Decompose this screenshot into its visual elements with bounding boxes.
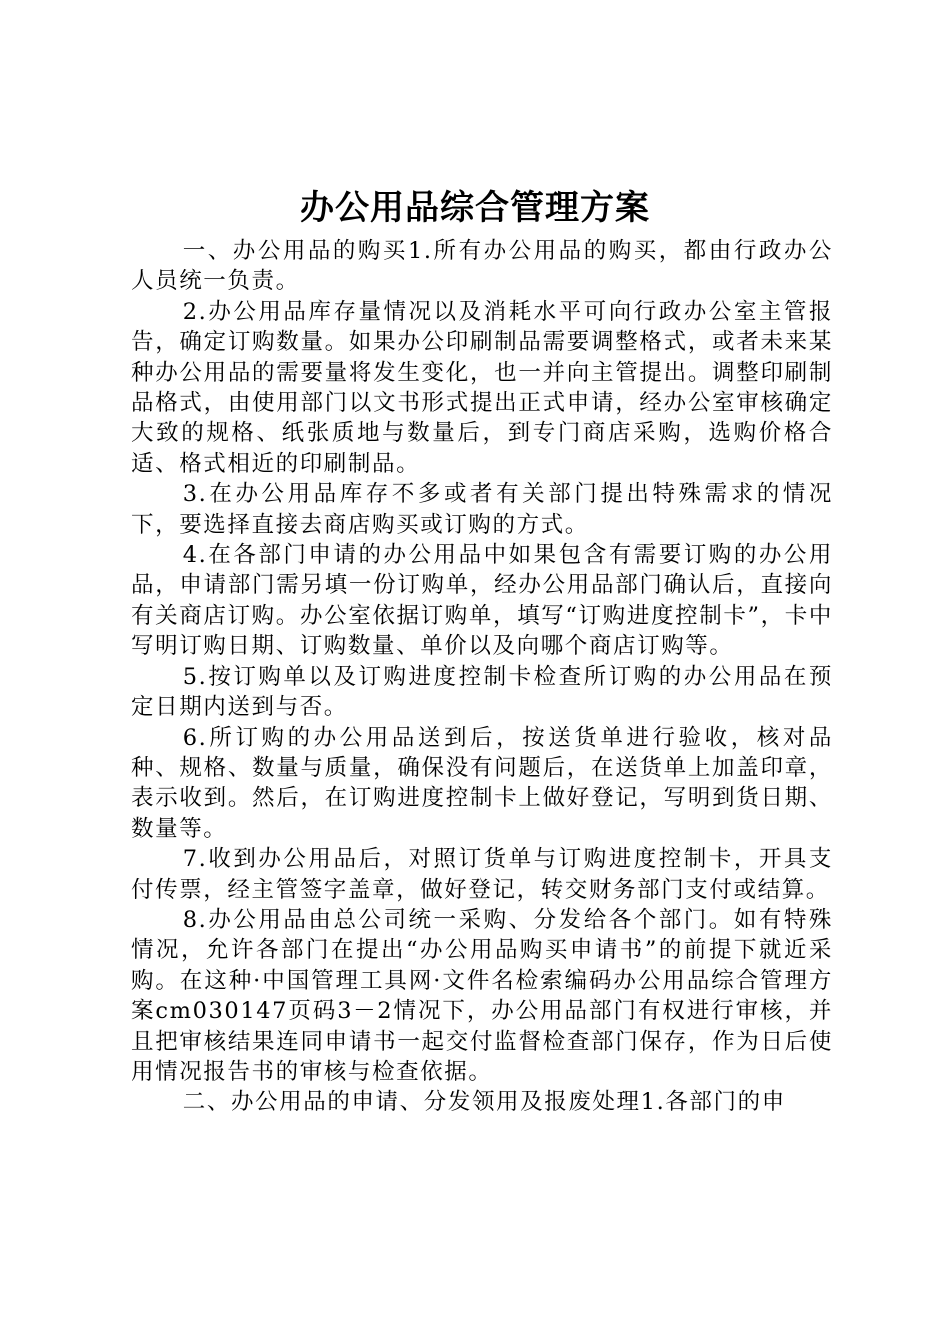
document-body — [131, 236, 833, 1118]
paragraph-item-6: 6.所订购的办公用品送到后，按送货单进行验收，核对品种、规格、数量与质量，确保没有问题后，在送货单上加盖印章，表示收到。然后，在订购进度控制卡上做好登记，写明到货日期、数量等。 — [131, 724, 833, 842]
paragraph-purchase-intro: 一、办公用品的购买1.所有办公用品的购买，都由行政办公人员统一负责。 — [131, 238, 833, 295]
paragraph-item-7: 7.收到办公用品后，对照订货单与订购进度控制卡，开具支付传票，经主管签字盖章，做好登记，转交财务部门支付或结算。 — [131, 846, 833, 903]
paragraph-item-5: 5.按订购单以及订购进度控制卡检查所订购的办公用品在预定日期内送到与否。 — [131, 663, 833, 721]
paragraph-item-4: 4.在各部门申请的办公用品中如果包含有需要订购的办公用品，申请部门需另填一份订购单，经办公用品部门确认后，直接向有关商店订购。办公室依据订购单，填写“订购进度控制卡”，卡中写明订购日期、订购数量、单价以及向哪个商店订购等。 — [131, 542, 833, 660]
paragraph-item-3: 3.在办公用品库存不多或者有关部门提出特殊需求的情况下，要选择直接去商店购买或订购的方式。 — [131, 481, 833, 538]
paragraph-item-2: 2.办公用品库存量情况以及消耗水平可向行政办公室主管报告，确定订购数量。如果办公印刷制品需要调整格式，或者未来某种办公用品的需要量将发生变化，也一并向主管提出。调整印刷制品格式，由使用部门以文书形式提出正式申请，经办公室审核确定大致的规格、纸张质地与数量后，到专门商店采购，选购价格合适、格式相近的印刷制品。 — [131, 298, 833, 477]
paragraph-item-8: 8.办公用品由总公司统一采购、分发给各个部门。如有特殊情况，允许各部门在提出“办公用品购买申请书”的前提下就近采购。在这种·中国管理工具网·文件名检索编码办公用品综合管理方案cm030147页码3－2情况下，办公用品部门有权进行审核，并且把审核结果连同申请书一起交付监督检查部门保存，作为日后使用情况报告书的审核与检查依据。 — [131, 906, 833, 1085]
paragraph-section-2-start: 二、办公用品的申请、分发领用及报废处理1.各部门的申 — [182, 1089, 786, 1116]
document-title: 办公用品综合管理方案 — [300, 188, 650, 228]
